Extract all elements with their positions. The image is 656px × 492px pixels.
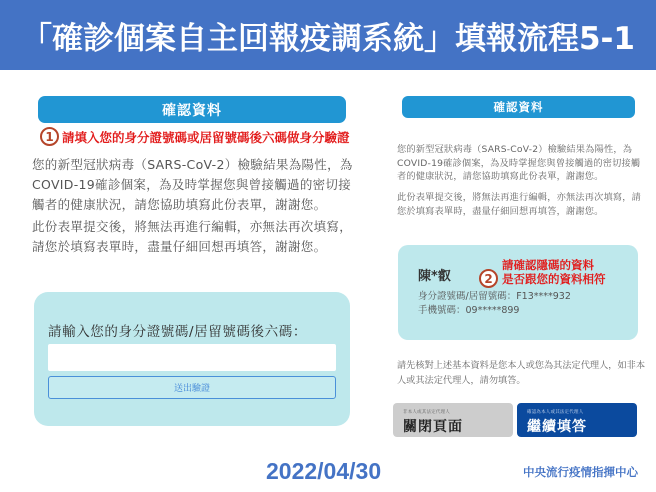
id-verification-card <box>34 292 350 426</box>
warning-paragraph: 此份表單提交後，將無法再進行編輯，亦無法再次填寫，請您於填寫表單時，盡量仔細回想再填答，謝謝您。 <box>32 219 353 254</box>
step-1-annotation <box>40 127 350 146</box>
footer-organization: 中央流行疫情指揮中心 <box>523 465 638 479</box>
identity-confirm-text: 請先核對上述基本資料是您本人或您為其法定代理人，如非本人或其法定代理人，請勿填答。 <box>397 360 646 386</box>
continue-button-label: 繼續填答 <box>527 417 587 434</box>
intro-paragraph: 您的新型冠狀病毒（SARS-CoV-2）檢驗結果為陽性，為COVID-19確診個案，為及時掌握您與曾接觸過的密切接觸者的健康狀況，請您協助填寫此份表單，謝謝您。 <box>32 157 353 212</box>
close-button-label: 關閉頁面 <box>403 417 463 434</box>
confirm-data-header-right: 確認資料 <box>402 96 635 118</box>
masked-name: 陳*叡 <box>418 269 451 284</box>
title-banner <box>0 0 656 70</box>
submit-verification-button[interactable]: 送出驗證 <box>48 376 336 399</box>
masked-id-number: 身分證號碼/居留號碼：F13****932 <box>418 291 571 302</box>
footer-date: 2022/04/30 <box>266 458 382 484</box>
confirm-data-header: 確認資料 <box>38 96 346 123</box>
masked-info-card <box>398 245 638 340</box>
masked-phone-number: 手機號碼：09*****899 <box>418 305 520 316</box>
step-2-text-line1: 請確認隱碼的資料 <box>502 257 594 272</box>
step-number-badge: 1 <box>40 127 59 146</box>
step-2-text-line2: 是否跟您的資料相符 <box>502 271 606 286</box>
step-2-annotation <box>479 255 606 288</box>
step-number-badge: 2 <box>479 269 498 288</box>
id-last-six-input[interactable] <box>48 344 336 371</box>
intro-paragraph-right: 您的新型冠狀病毒（SARS-CoV-2）檢驗結果為陽性，為COVID-19確診個案，為及時掌握您與曾接觸過的密切接觸者的健康狀況，請您協助填寫此份表單，謝謝您。 <box>397 144 641 182</box>
close-page-button[interactable] <box>393 403 513 437</box>
continue-button-subtitle: 確認為本人或其法定代理人 <box>527 408 584 414</box>
close-button-subtitle: 非本人或其法定代理人 <box>403 408 450 414</box>
id-field-label: 請輸入您的身分證號碼/居留號碼後六碼： <box>48 324 307 340</box>
continue-filling-button[interactable] <box>517 403 637 437</box>
warning-paragraph-right: 此份表單提交後，將無法再進行編輯，亦無法再次填寫，請您於填寫表單時，盡量仔細回想再填答，謝謝您。 <box>397 192 642 217</box>
step-1-text: 請填入您的身分證號碼或居留號碼後六碼做身分驗證 <box>62 129 350 145</box>
page-title: 「確診個案自主回報疫調系統」填報流程5-1 <box>20 20 635 57</box>
